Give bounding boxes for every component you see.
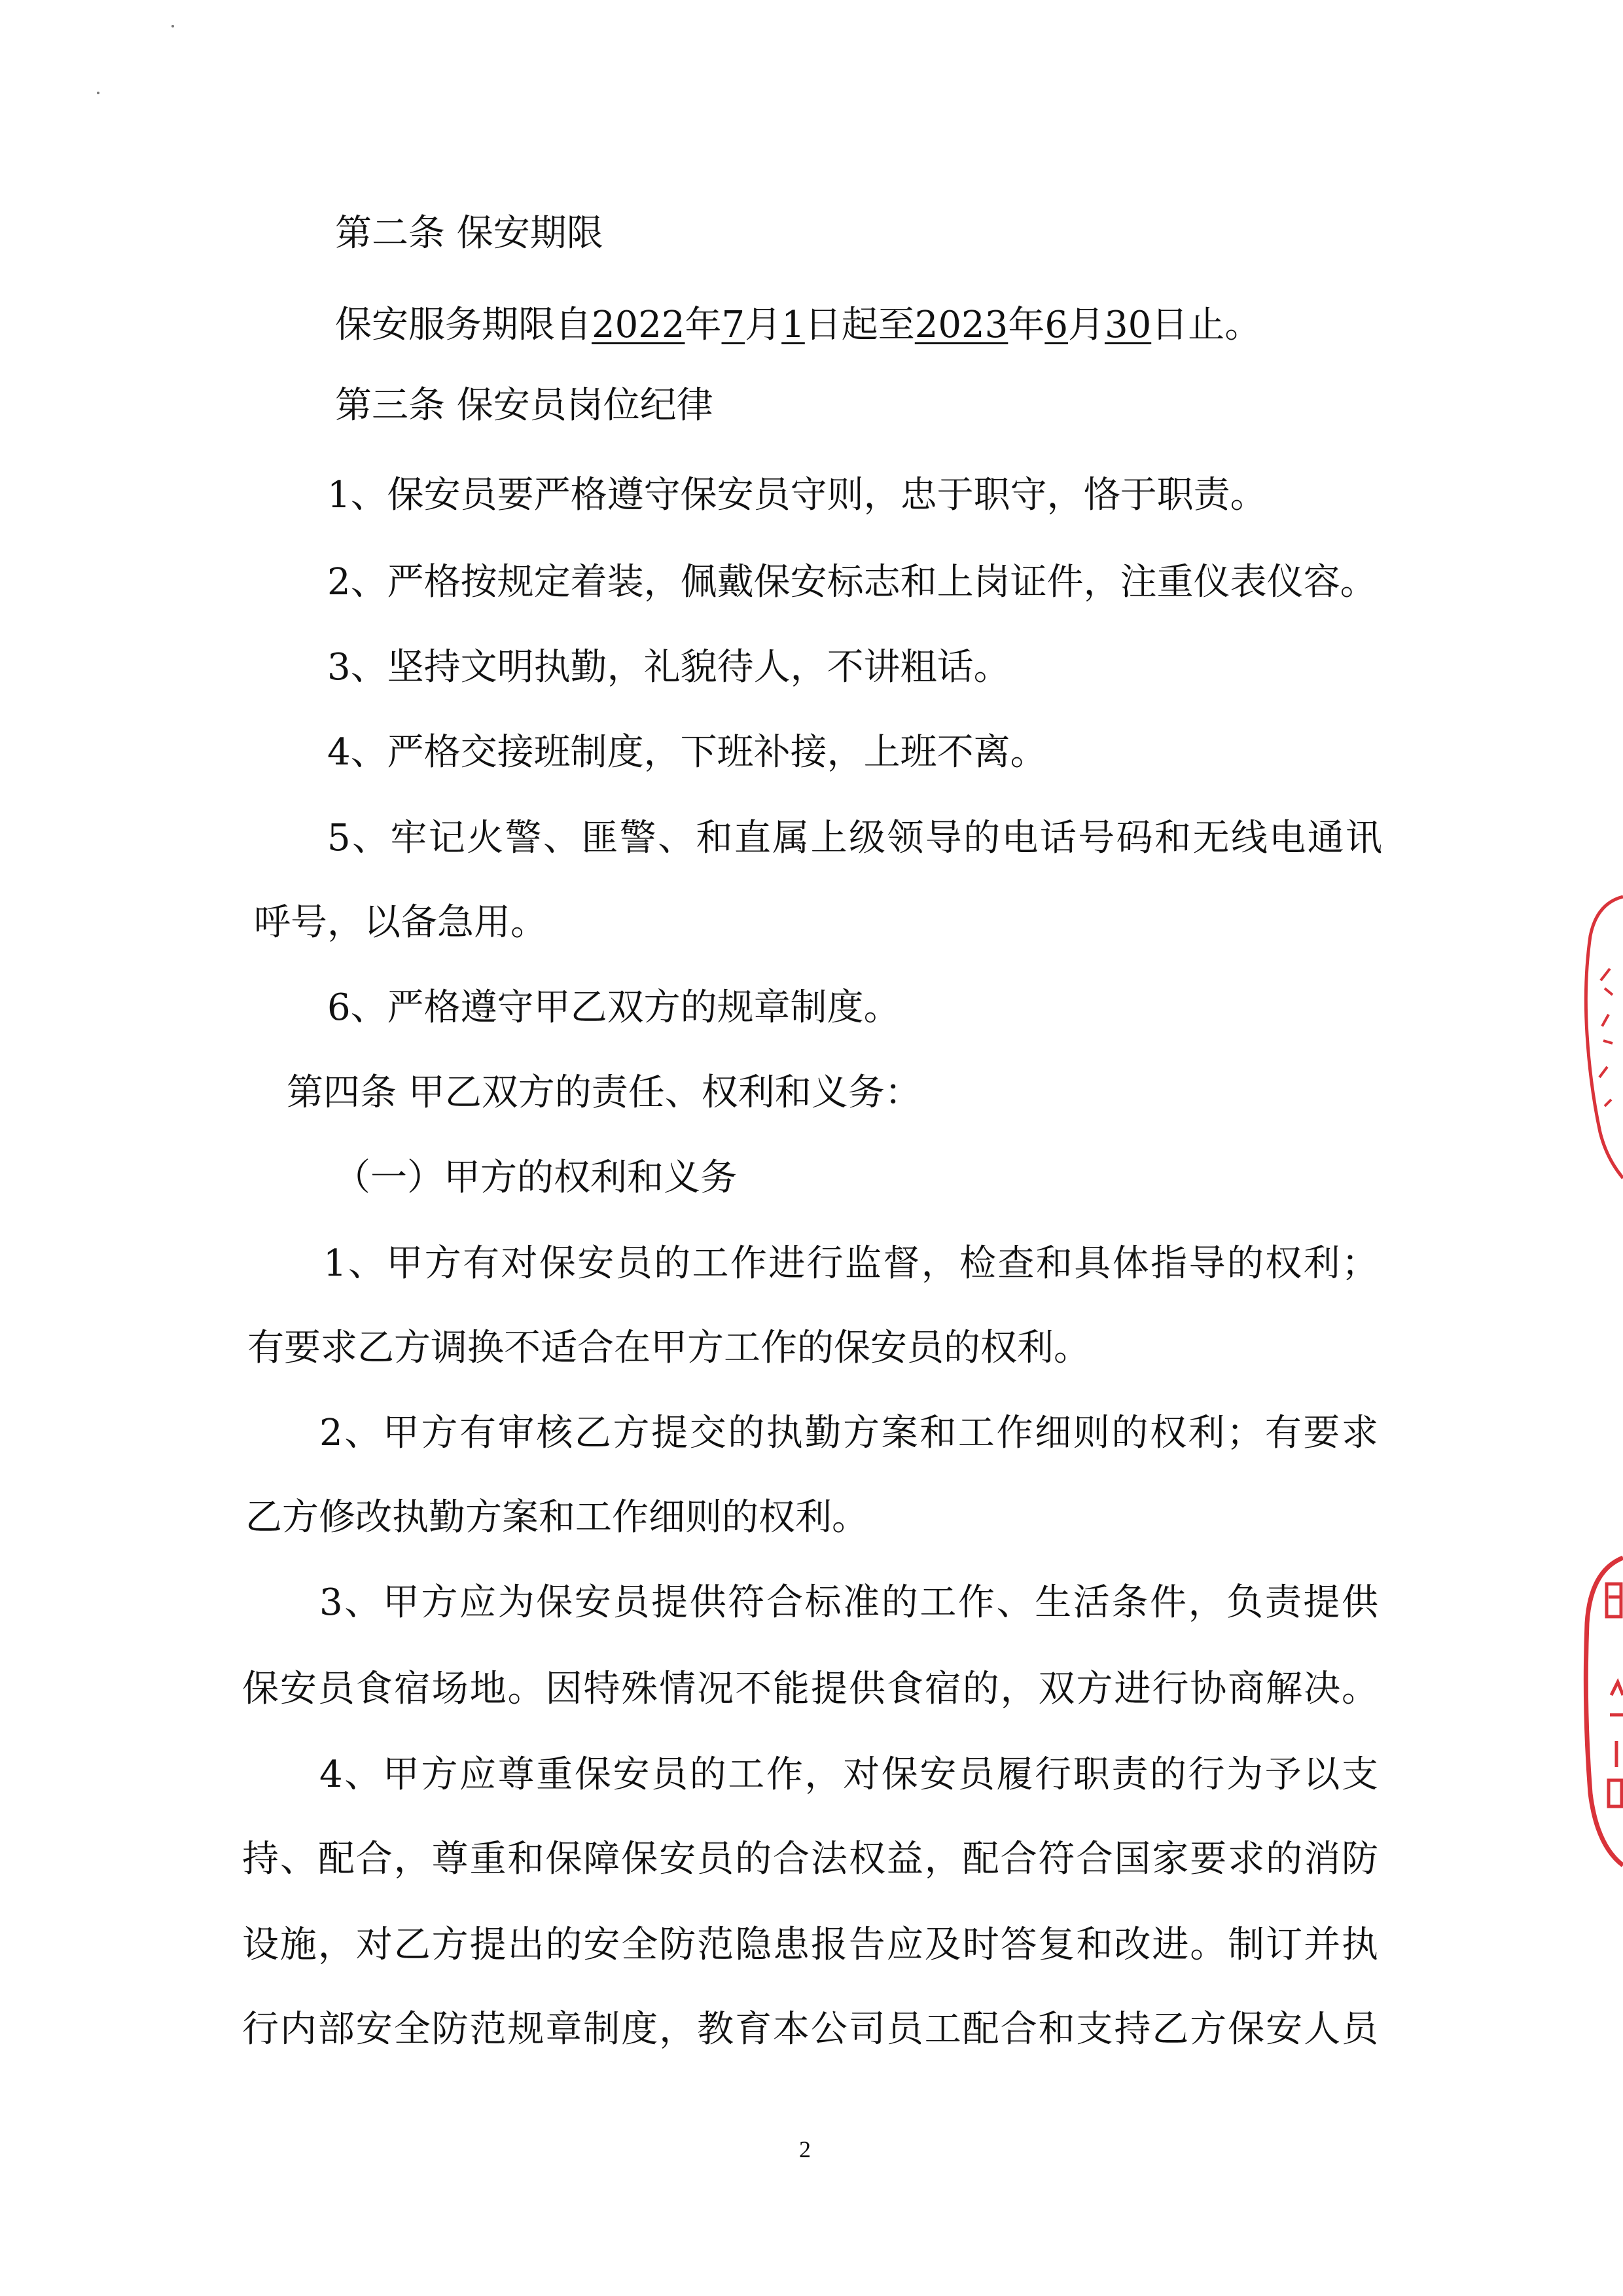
discipline-item-3: 3、坚持文明执勤，礼貌待人，不讲粗话。	[327, 646, 1010, 689]
discipline-item-2: 2、严格按规定着装，佩戴保安标志和上岗证件，注重仪表仪容。	[327, 561, 1377, 603]
year-char-2: 年	[1008, 304, 1045, 346]
party-a-item-3: 3、甲方应为保安员提供符合标准的工作、生活条件，负责提供	[319, 1581, 1378, 1624]
scan-speck	[171, 25, 174, 27]
discipline-item-5: 5、牢记火警、匪警、和直属上级领导的电话号码和无线电通讯	[327, 817, 1382, 859]
service-term-line	[335, 302, 1261, 348]
term-prefix: 保安服务期限自	[335, 304, 592, 346]
end-year: 2023	[914, 304, 1008, 346]
discipline-item-4: 4、严格交接班制度，下班补接，上班不离。	[327, 731, 1047, 774]
section-1-heading: （一）甲方的权利和义务	[334, 1157, 737, 1199]
page-number: 2	[799, 2136, 811, 2162]
party-a-item-3-cont: 保安员食宿场地。因特殊情况不能提供食宿的，双方进行协商解决。	[242, 1668, 1378, 1710]
party-a-item-1: 1、甲方有对保安员的工作进行监督，检查和具体指导的权利；	[323, 1242, 1378, 1285]
start-month: 7	[721, 304, 745, 346]
party-a-item-4-cont-2: 设施，对乙方提出的安全防范隐患报告应及时答复和改进。制订并执	[242, 1924, 1378, 1966]
start-day: 1	[781, 304, 805, 346]
article-4-heading: 第四条 甲乙双方的责任、权利和义务：	[287, 1071, 921, 1114]
party-a-item-4-cont-1: 持、配合，尊重和保障保安员的合法权益，配合符合国家要求的消防	[242, 1838, 1378, 1880]
start-year: 2022	[592, 304, 685, 346]
month-char-1: 月	[745, 304, 782, 346]
scan-speck	[97, 92, 99, 94]
seal-stamp-fragment-top	[1571, 890, 1623, 1185]
month-char-2: 月	[1067, 304, 1105, 346]
party-a-item-2: 2、甲方有审核乙方提交的执勤方案和工作细则的权利；有要求	[319, 1412, 1378, 1454]
discipline-item-5-cont: 呼号，以备急用。	[254, 901, 547, 944]
discipline-item-1: 1、保安员要严格遵守保安员守则，忠于职守，恪于职责。	[327, 474, 1267, 516]
discipline-item-6: 6、严格遵守甲乙双方的规章制度。	[327, 986, 901, 1029]
seal-stamp-fragment-bottom	[1571, 1545, 1623, 1872]
end-month: 6	[1044, 304, 1068, 346]
party-a-item-4: 4、甲方应尊重保安员的工作，对保安员履行职责的行为予以支	[319, 1753, 1378, 1796]
article-2-heading: 第二条 保安期限	[335, 212, 603, 255]
party-a-item-2-cont: 乙方修改执勤方案和工作细则的权利。	[245, 1496, 868, 1539]
party-a-item-1-cont: 有要求乙方调换不适合在甲方工作的保安员的权利。	[247, 1327, 1090, 1369]
term-mid: 日起至	[804, 304, 915, 346]
article-3-heading: 第三条 保安员岗位纪律	[335, 384, 713, 427]
party-a-item-4-cont-3: 行内部安全防范规章制度，教育本公司员工配合和支持乙方保安人员	[242, 2008, 1378, 2051]
year-char-1: 年	[685, 304, 722, 346]
term-suffix: 日止。	[1151, 304, 1262, 346]
end-day: 30	[1104, 304, 1152, 346]
